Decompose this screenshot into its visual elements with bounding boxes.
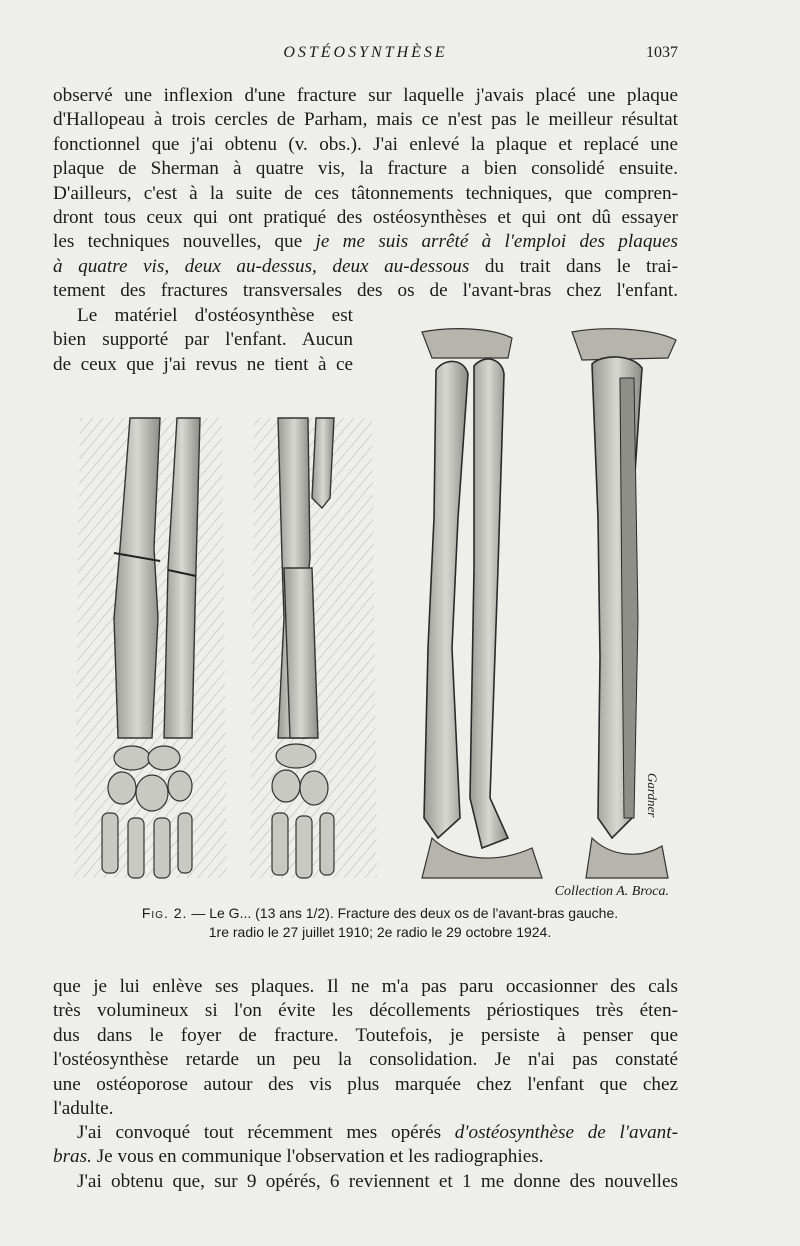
paragraph-4 [53,1121,678,1170]
caption-label: Fig. 2. [141,905,188,921]
paragraph-5 [53,1170,678,1194]
text-line: l'adulte. [53,1098,114,1120]
anatomical-side-view [572,329,676,878]
text-line [53,255,678,279]
italic-run: je me suis arrêté à l'emploi des plaques [315,231,678,253]
radiograph-figure [72,318,684,883]
page-number: 1037 [646,44,678,61]
text-line [53,1145,678,1169]
text-line: de ceux que j'ai revus ne tient à ce [53,353,353,375]
text-line: J'ai obtenu que, sur 9 opérés, 6 reviennent et 1 me donne des nouvelles [77,1171,678,1192]
italic-run: bras. [53,1146,92,1168]
text-line: l'ostéosynthèse retarde un peu la consolidation. Je n'ai pas constaté [53,1049,678,1071]
text-run: Je vous en communique l'observation et les radiographies. [91,1146,544,1168]
caption-line: 1re radio le 27 juillet 1910; 2e radio le 29 octobre 1924. [208,924,552,940]
text-run: J'ai convoqué tout récemment mes opérés [77,1122,455,1143]
running-title: OSTÉOSYNTHÈSE [283,44,448,61]
text-line: plaque de Sherman à quatre vis, la fracture a bien consolidé ensuite. [53,158,678,180]
text-run: du trait dans le trai- [469,255,678,277]
text-line [53,1121,678,1145]
paragraph-3 [53,975,678,1121]
artist-signature: Gardner [645,773,660,818]
caption-line [90,904,670,923]
caption-text: — Le G... (13 ans 1/2). Fracture des deux os de l'avant-bras gauche. [187,905,619,921]
text-line: fonctionnel que j'ai obtenu (v. obs.). J'ai enlevé la plaque et replacé une [53,133,678,155]
text-run: les techniques nouvelles, que [53,231,316,253]
text-line: une ostéoporose autour des vis plus marquée chez l'enfant que chez [53,1073,678,1095]
text-line [53,230,678,254]
text-line: bien supporté par l'enfant. Aucun [53,329,353,351]
radiograph-first [74,418,227,878]
text-line: tement des fractures transversales des os de l'avant-bras chez l'enfant. [53,280,678,302]
text-line: que je lui enlève ses plaques. Il ne m'a pas paru occasionner des cals [53,976,678,997]
radiograph-second [250,418,377,878]
text-line: très volumineux si l'on évite les décollements périostiques très éten- [53,1000,678,1022]
paragraph-1 [53,84,678,304]
text-line: D'ailleurs, c'est à la suite de ces tâtonnements techniques, que compren- [53,182,678,204]
anatomical-front-view [422,329,542,878]
italic-run: d'ostéosynthèse de l'avant- [454,1122,678,1143]
bone-drawing [72,318,684,883]
text-line: Le matériel d'ostéosynthèse est [77,305,353,326]
text-line: observé une inflexion d'une fracture sur laquelle j'avais placé une plaque [53,85,678,106]
italic-run: à quatre vis, deux au-dessus, deux au-dessous [53,255,470,277]
figure-credit: Collection A. Broca. [554,884,669,899]
text-line: dus dans le foyer de fracture. Toutefois, je persiste à penser que [53,1024,678,1046]
page-header [53,44,678,70]
text-line: dront tous ceux qui ont pratiqué des ostéosynthèses et qui ont dû essayer [53,207,678,229]
text-line: d'Hallopeau à trois cercles de Parham, mais ce n'est pas le meilleur résultat [53,109,678,131]
figure-caption [90,904,670,942]
